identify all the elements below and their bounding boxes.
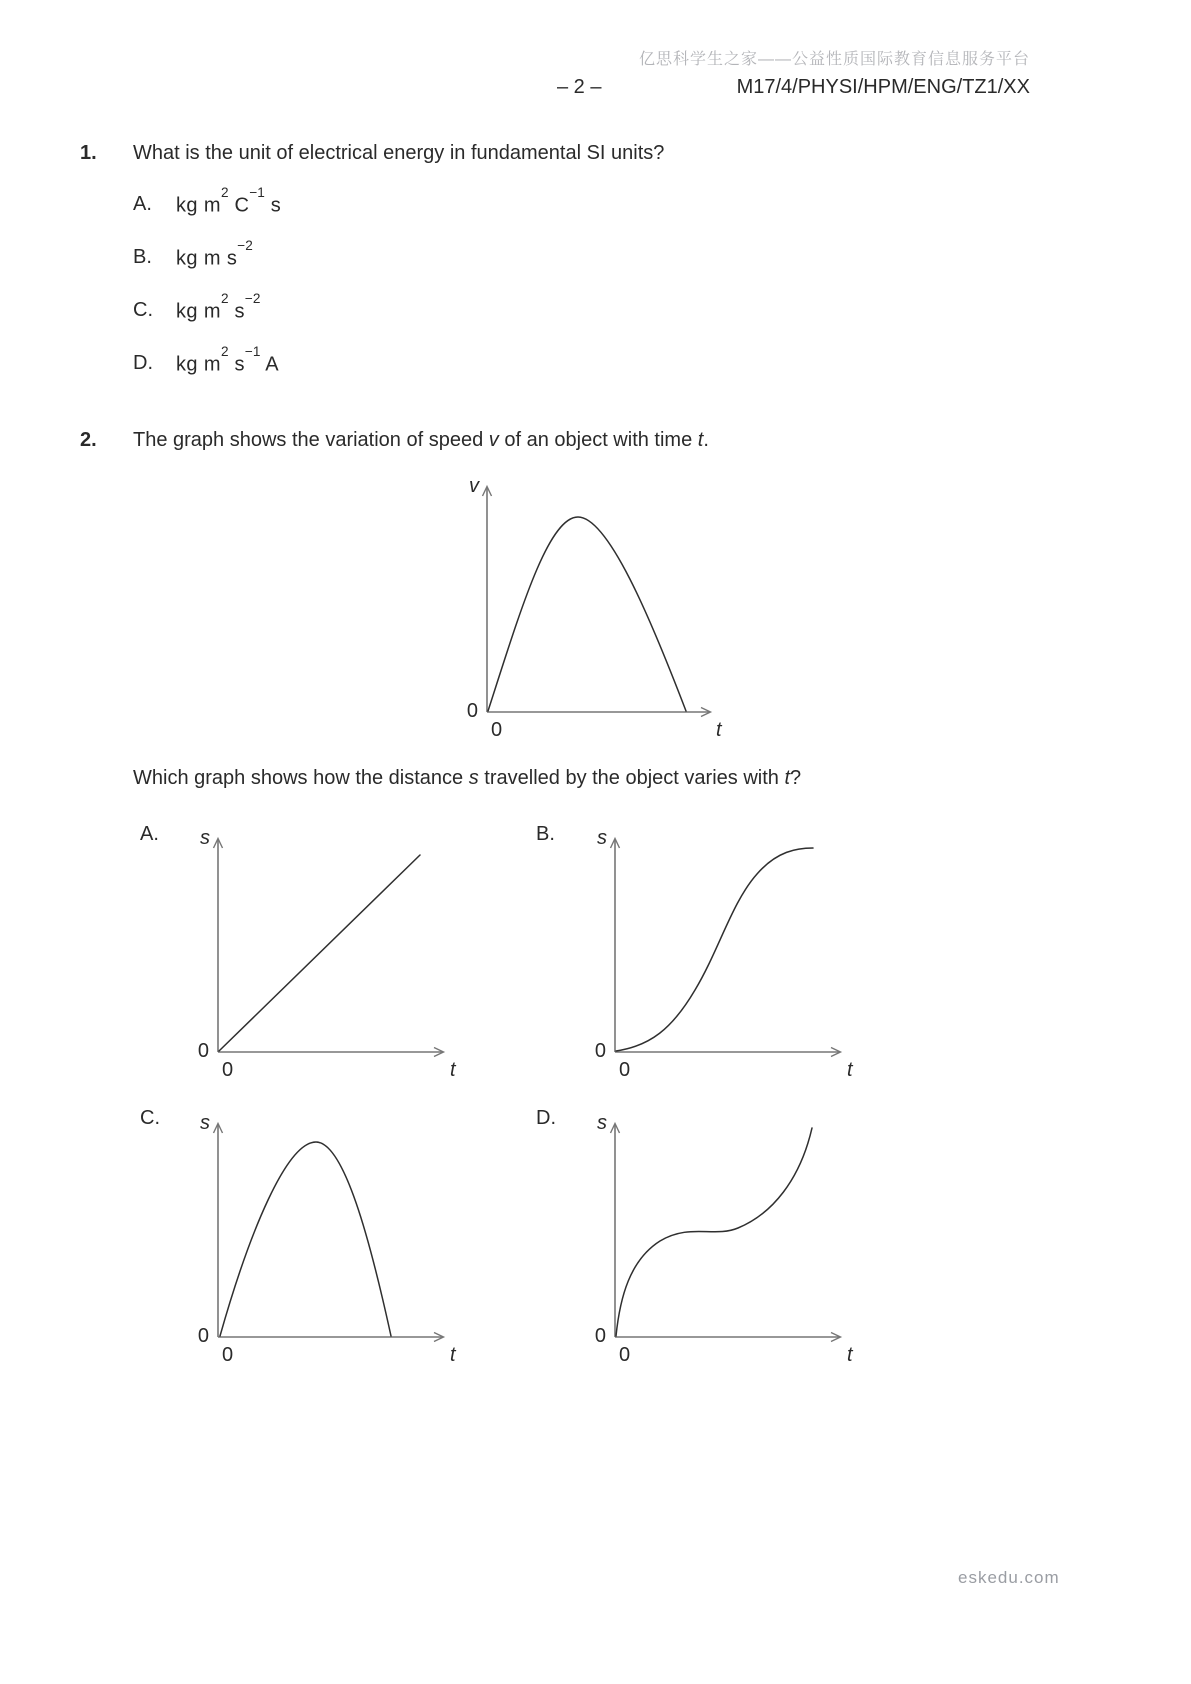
origin-zero-y: 0 [466,700,478,722]
distance-graph-option-d [580,1093,865,1383]
origin-zero-y: 0 [594,1040,606,1062]
graph-option-letter-c: C. [140,1107,160,1129]
question-2-text: The graph shows the variation of speed v of an object with time t. [133,429,709,451]
graph-option-letter-a: A. [140,823,159,845]
s-axis-label: s [597,1112,607,1134]
q1-option-letter-d: D. [133,352,153,374]
page-number: – 2 – [557,76,602,98]
question-2-number: 2. [80,429,97,451]
t-axis-label: t [450,1344,456,1366]
s-axis-label: s [597,827,607,849]
origin-zero-x: 0 [619,1059,631,1081]
q1-option-letter-a: A. [133,193,152,215]
distance-curve-linear [219,855,420,1051]
origin-zero-x: 0 [222,1344,234,1366]
distance-graph-option-b [580,808,865,1098]
distance-graph-option-a [185,808,470,1098]
distance-curve-bell [220,1142,391,1336]
speed-time-graph [420,440,740,760]
q1-option-formula-a: kg $m^2$ $C^{-1}$ s [176,184,282,217]
v-axis-label: v [469,475,479,497]
t-axis-label: t [716,719,722,741]
t-axis-label: t [450,1059,456,1081]
q1-option-formula-c: kg $m^2$ $s^{-2}$ [176,290,261,323]
s-axis-label: s [200,827,210,849]
distance-curve-plateau [616,1128,812,1336]
origin-zero-y: 0 [197,1040,209,1062]
graph-option-letter-b: B. [536,823,555,845]
q1-option-formula-d: kg $m^2$ $s^{-1}$ A [176,343,279,376]
t-axis-label: t [847,1059,853,1081]
origin-zero-x: 0 [619,1344,631,1366]
s-axis-label: s [200,1112,210,1134]
question-1-number: 1. [80,142,97,164]
header-watermark: 亿思科学生之家——公益性质国际教育信息服务平台 [638,51,1030,68]
q1-option-letter-b: B. [133,246,152,268]
question-2-followup-text: Which graph shows how the distance s travelled by the object varies with t? [133,767,802,789]
distance-graph-option-c [185,1093,470,1383]
origin-zero-x: 0 [491,719,503,741]
origin-zero-y: 0 [594,1325,606,1347]
q1-option-letter-c: C. [133,299,153,321]
origin-zero-y: 0 [197,1325,209,1347]
speed-curve [488,517,686,711]
distance-curve-sigmoid [616,848,813,1051]
footer-watermark: eskedu.com [958,1568,1060,1587]
origin-zero-x: 0 [222,1059,234,1081]
t-axis-label: t [847,1344,853,1366]
q1-option-formula-b: kg m $s^{-2}$ [176,237,253,270]
doc-code: M17/4/PHYSI/HPM/ENG/TZ1/XX [736,76,1030,98]
question-1-text: What is the unit of electrical energy in fundamental SI units? [133,142,665,164]
graph-option-letter-d: D. [536,1107,556,1129]
